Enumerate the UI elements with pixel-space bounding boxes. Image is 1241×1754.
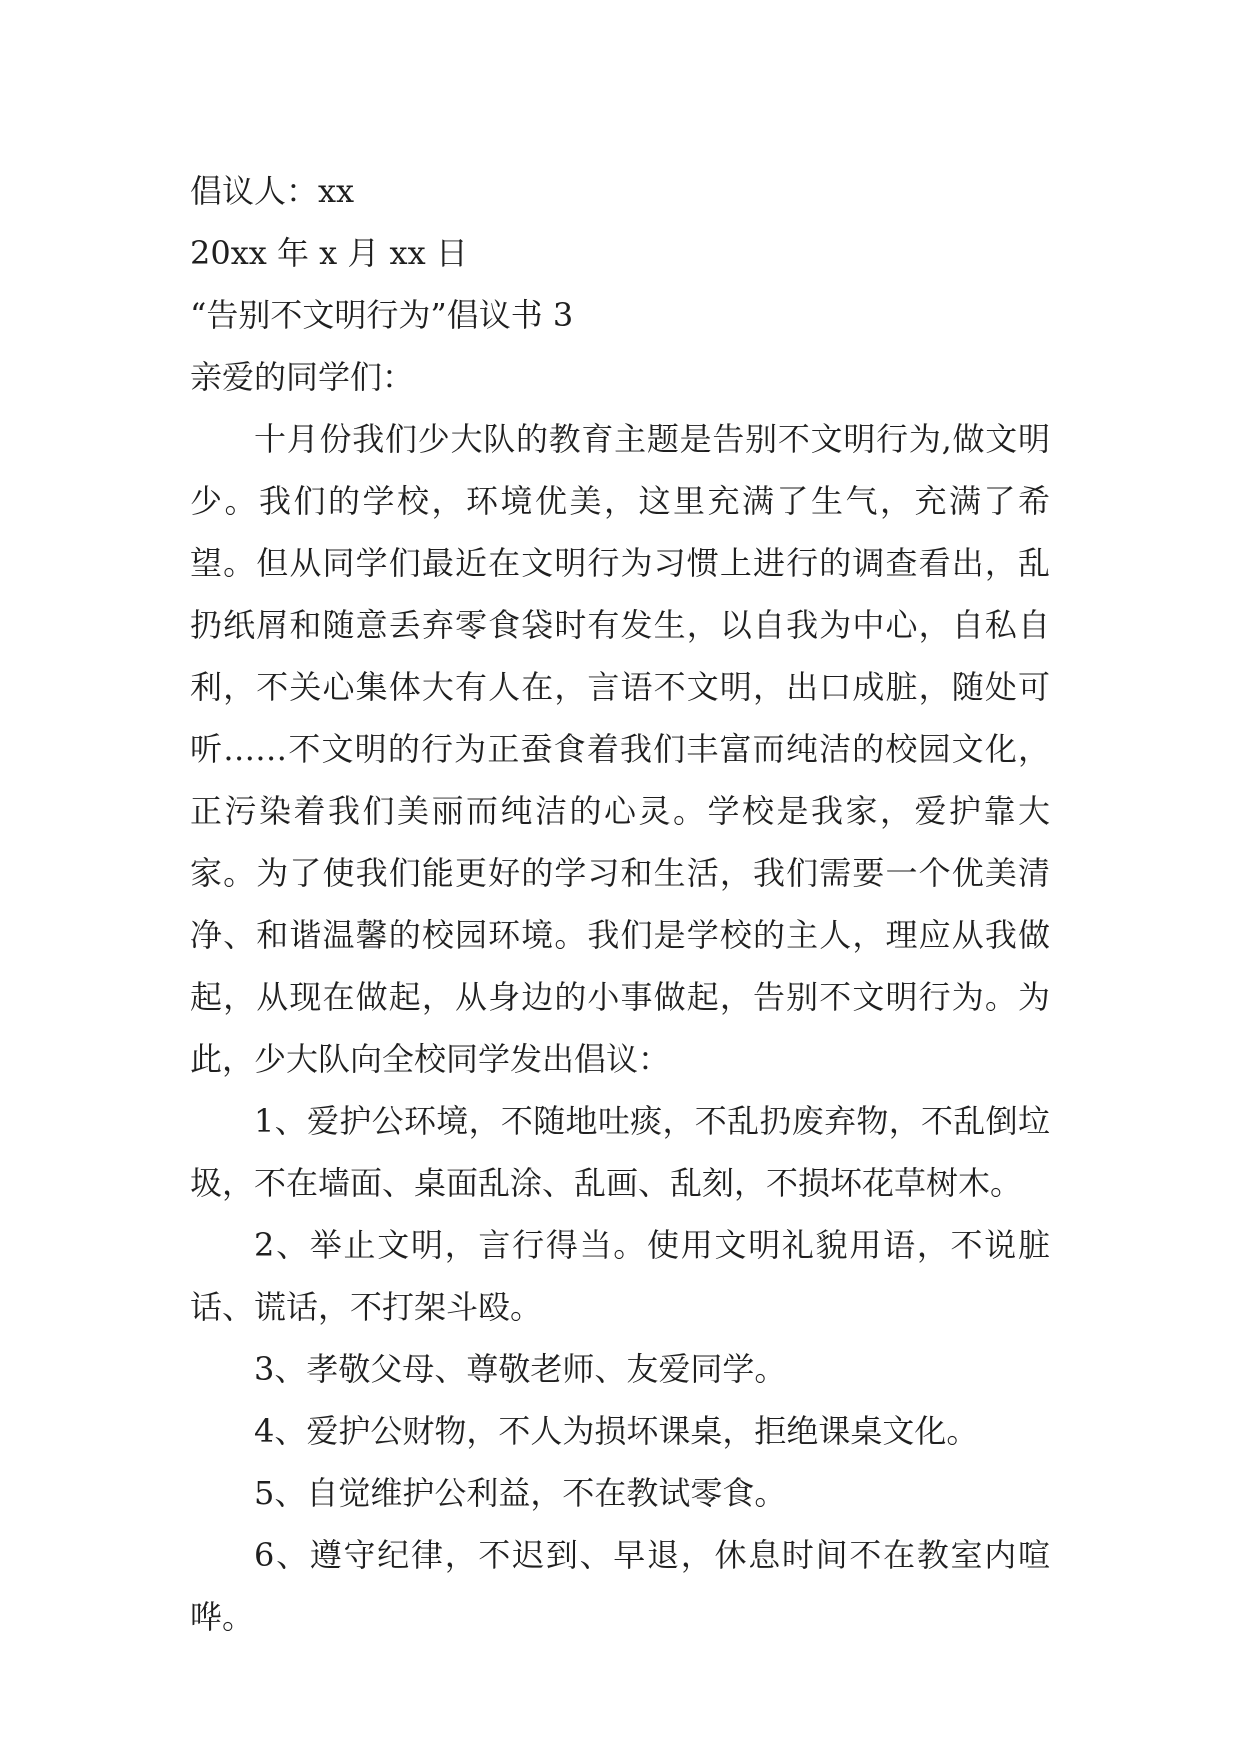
document-title: “告别不文明行为”倡议书 3 <box>190 296 574 334</box>
proposal-item-5: 5、自觉维护公利益，不在教试零食。 <box>254 1474 787 1512</box>
proposer-line: 倡议人：xx <box>190 172 355 210</box>
proposal-item-1: 1、爱护公环境，不随地吐痰，不乱扔废弃物，不乱倒垃圾，不在墙面、桌面乱涂、乱画、乱刻，不损坏花草树木。 <box>190 1102 1050 1202</box>
proposal-item-2: 2、举止文明，言行得当。使用文明礼貌用语，不说脏话、谎话，不打架斗殴。 <box>190 1226 1050 1326</box>
salutation: 亲爱的同学们： <box>190 358 415 396</box>
proposal-item-4: 4、爱护公财物，不人为损坏课桌，拒绝课桌文化。 <box>254 1412 979 1450</box>
document-body <box>190 160 1050 1648</box>
proposal-item-3: 3、孝敬父母、尊敬老师、友爱同学。 <box>254 1350 787 1388</box>
date-line: 20xx 年 x 月 xx 日 <box>190 234 468 272</box>
intro-paragraph: 十月份我们少大队的教育主题是告别不文明行为,做文明少。我们的学校，环境优美，这里充满了生气，充满了希望。但从同学们最近在文明行为习惯上进行的调查看出，乱扔纸屑和随意丢弃零食袋时有发生，以自我为中心，自私自利，不关心集体大有人在，言语不文明，出口成脏，随处可听……不文明的行为正蚕食着我们丰富而纯洁的校园文化，正污染着我们美丽而纯洁的心灵。学校是我家，爱护靠大家。为了使我们能更好的学习和生活，我们需要一个优美清净、和谐温馨的校园环境。我们是学校的主人，理应从我做起，从现在做起，从身边的小事做起，告别不文明行为。为此，少大队向全校同学发出倡议： <box>190 420 1050 1078</box>
proposal-item-6: 6、遵守纪律，不迟到、早退，休息时间不在教室内喧哗。 <box>190 1536 1050 1636</box>
